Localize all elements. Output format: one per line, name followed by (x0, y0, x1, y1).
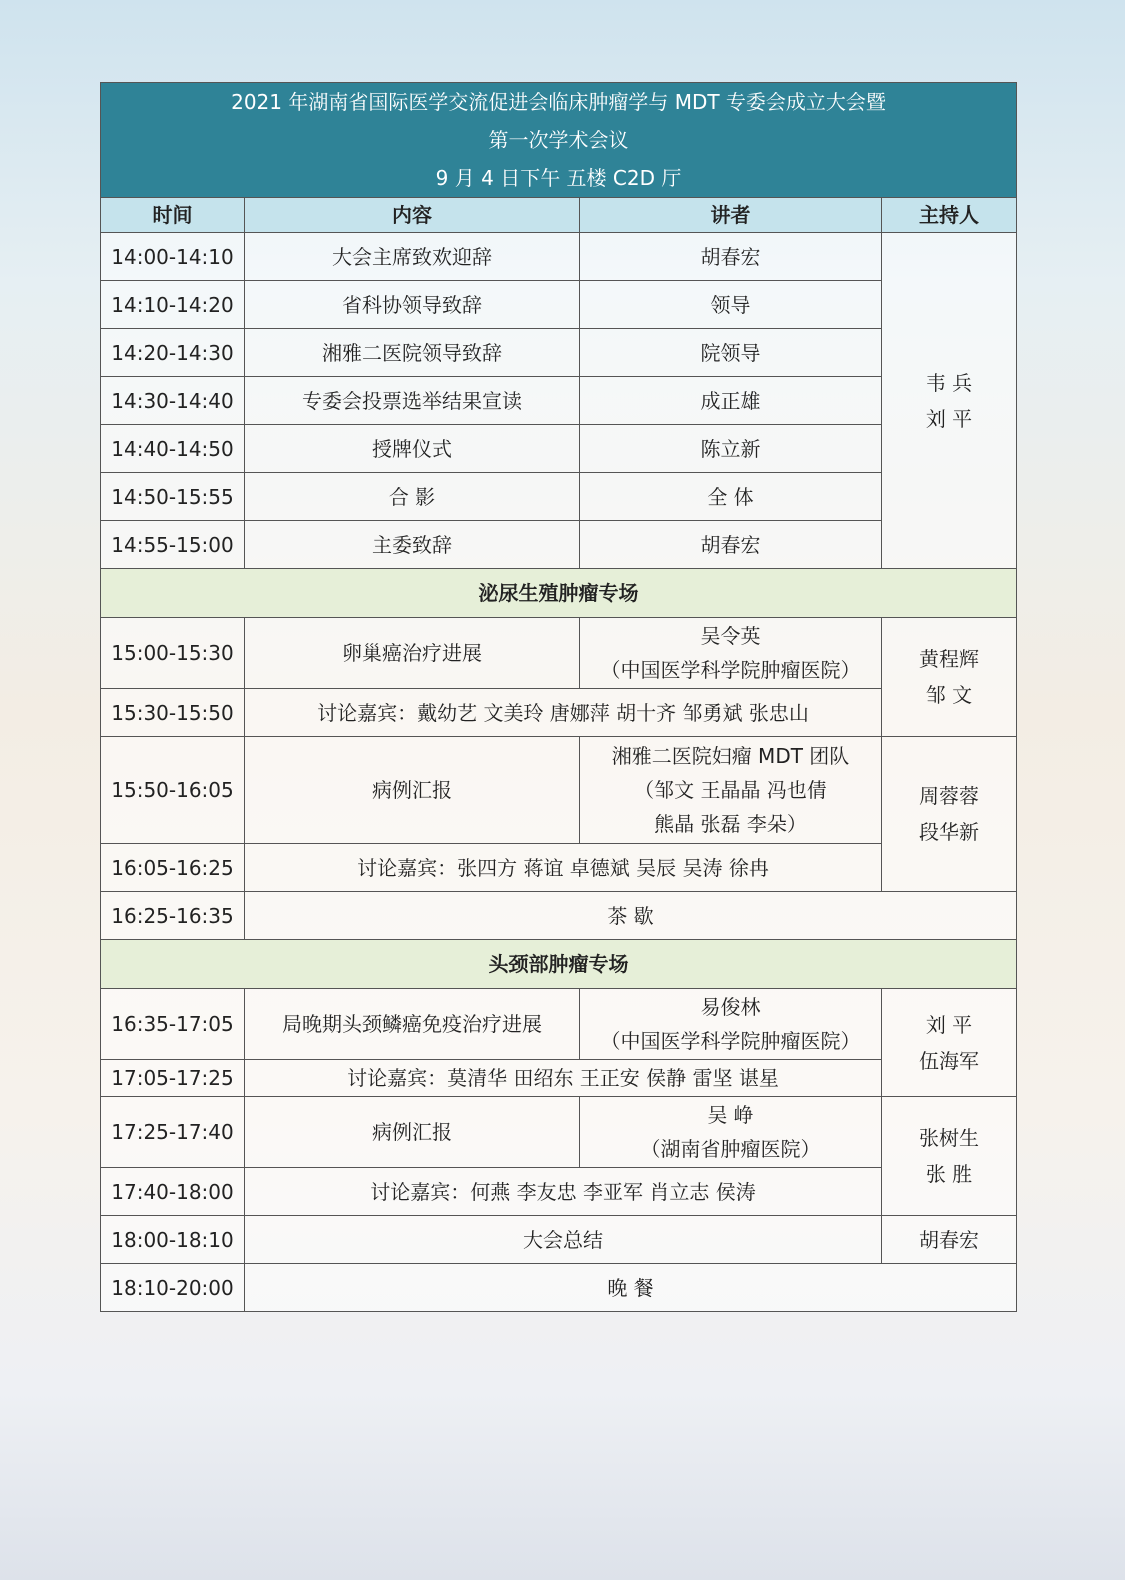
col-header-content: 内容 (245, 198, 580, 233)
content-cell: 专委会投票选举结果宣读 (245, 377, 580, 425)
host-name: 段华新 (919, 820, 980, 844)
table-row (101, 473, 1017, 521)
time-cell: 16:25-16:35 (101, 892, 245, 940)
host-cell (882, 233, 1017, 569)
content-cell: 局晚期头颈鳞癌免疫治疗进展 (245, 989, 580, 1060)
time-cell: 14:55-15:00 (101, 521, 245, 569)
time-cell: 14:00-14:10 (101, 233, 245, 281)
speaker-affiliation: （中国医学科学院肿瘤医院） (600, 658, 861, 682)
speaker-cell: 胡春宏 (580, 233, 882, 281)
content-cell: 合 影 (245, 473, 580, 521)
schedule-table (100, 82, 1017, 1312)
content-cell: 大会总结 (245, 1216, 882, 1264)
table-row (101, 1168, 1017, 1216)
table-row (101, 618, 1017, 689)
host-cell (882, 989, 1017, 1097)
section-row (101, 940, 1017, 989)
col-header-speaker: 讲者 (580, 198, 882, 233)
speaker-cell: 院领导 (580, 329, 882, 377)
table-row (101, 377, 1017, 425)
speaker-cell: 全 体 (580, 473, 882, 521)
speaker-cell: 成正雄 (580, 377, 882, 425)
host-name: 伍海军 (919, 1048, 980, 1073)
speaker-cell (580, 1097, 882, 1168)
time-cell: 16:05-16:25 (101, 844, 245, 892)
time-cell: 15:50-16:05 (101, 737, 245, 844)
host-name: 黄程辉 (919, 647, 980, 671)
host-name: 刘 平 (925, 1012, 973, 1037)
section-title: 头颈部肿瘤专场 (101, 940, 1017, 989)
time-cell: 18:00-18:10 (101, 1216, 245, 1264)
time-cell: 15:30-15:50 (101, 689, 245, 737)
discussion-cell: 讨论嘉宾：何燕 李友忠 李亚军 肖立志 侯涛 (245, 1168, 882, 1216)
speaker-cell: 领导 (580, 281, 882, 329)
table-row (101, 737, 1017, 844)
host-name: 张 胜 (925, 1162, 973, 1186)
speaker-members: （邹文 王晶晶 冯也倩 (634, 778, 827, 802)
host-cell: 胡春宏 (882, 1216, 1017, 1264)
speaker-members: 熊晶 张磊 李朵） (654, 812, 807, 836)
time-cell: 17:05-17:25 (101, 1060, 245, 1097)
discussion-cell: 讨论嘉宾：莫清华 田绍东 王正安 侯静 雷坚 谌星 (245, 1060, 882, 1097)
time-cell: 15:00-15:30 (101, 618, 245, 689)
time-cell: 16:35-17:05 (101, 989, 245, 1060)
col-header-host: 主持人 (882, 198, 1017, 233)
speaker-cell: 胡春宏 (580, 521, 882, 569)
discussion-cell: 讨论嘉宾：张四方 蒋谊 卓德斌 吴辰 吴涛 徐冉 (245, 844, 882, 892)
speaker-cell: 陈立新 (580, 425, 882, 473)
host-cell (882, 737, 1017, 892)
time-cell: 17:40-18:00 (101, 1168, 245, 1216)
table-row (101, 233, 1017, 281)
speaker-name: 吴 峥 (707, 1103, 754, 1127)
header-row (101, 198, 1017, 233)
section-title: 泌尿生殖肿瘤专场 (101, 569, 1017, 618)
time-cell: 14:10-14:20 (101, 281, 245, 329)
table-row (101, 425, 1017, 473)
break-cell: 茶 歇 (245, 892, 1017, 940)
host-name: 邹 文 (925, 683, 973, 707)
host-name: 张树生 (919, 1126, 980, 1150)
section-row (101, 569, 1017, 618)
speaker-cell (580, 737, 882, 844)
table-row (101, 1060, 1017, 1097)
speaker-name: 吴令英 (700, 624, 761, 648)
time-cell: 14:50-15:55 (101, 473, 245, 521)
content-cell: 主委致辞 (245, 521, 580, 569)
table-row (101, 1097, 1017, 1168)
content-cell: 湘雅二医院领导致辞 (245, 329, 580, 377)
time-cell: 14:20-14:30 (101, 329, 245, 377)
table-row (101, 689, 1017, 737)
content-cell: 卵巢癌治疗进展 (245, 618, 580, 689)
speaker-name: 易俊林 (700, 995, 761, 1019)
content-cell: 病例汇报 (245, 1097, 580, 1168)
table-row (101, 1264, 1017, 1312)
content-cell: 大会主席致欢迎辞 (245, 233, 580, 281)
schedule-title (101, 83, 1017, 198)
time-cell: 14:30-14:40 (101, 377, 245, 425)
time-cell: 17:25-17:40 (101, 1097, 245, 1168)
content-cell: 授牌仪式 (245, 425, 580, 473)
speaker-affiliation: （湖南省肿瘤医院） (640, 1137, 821, 1161)
speaker-cell (580, 989, 882, 1060)
table-row (101, 521, 1017, 569)
dinner-cell: 晚 餐 (245, 1264, 1017, 1312)
speaker-cell (580, 618, 882, 689)
table-row (101, 329, 1017, 377)
host-cell (882, 1097, 1017, 1216)
table-row (101, 892, 1017, 940)
content-cell: 病例汇报 (245, 737, 580, 844)
table-row (101, 281, 1017, 329)
table-row (101, 844, 1017, 892)
table-row (101, 1216, 1017, 1264)
host-name: 周蓉蓉 (919, 784, 980, 808)
title-line-3: 9 月 4 日下午 五楼 C2D 厅 (435, 166, 682, 190)
speaker-team: 湘雅二医院妇瘤 MDT 团队 (611, 744, 850, 768)
title-line-1: 2021 年湖南省国际医学交流促进会临床肿瘤学与 MDT 专委会成立大会暨 (231, 90, 886, 114)
content-cell: 省科协领导致辞 (245, 281, 580, 329)
discussion-cell: 讨论嘉宾：戴幼艺 文美玲 唐娜萍 胡十齐 邹勇斌 张忠山 (245, 689, 882, 737)
host-name: 刘 平 (925, 406, 973, 431)
host-name: 韦 兵 (925, 370, 973, 395)
title-line-2: 第一次学术会议 (488, 128, 629, 152)
time-cell: 14:40-14:50 (101, 425, 245, 473)
host-cell (882, 618, 1017, 737)
speaker-affiliation: （中国医学科学院肿瘤医院） (600, 1029, 861, 1053)
time-cell: 18:10-20:00 (101, 1264, 245, 1312)
col-header-time: 时间 (101, 198, 245, 233)
table-row (101, 989, 1017, 1060)
